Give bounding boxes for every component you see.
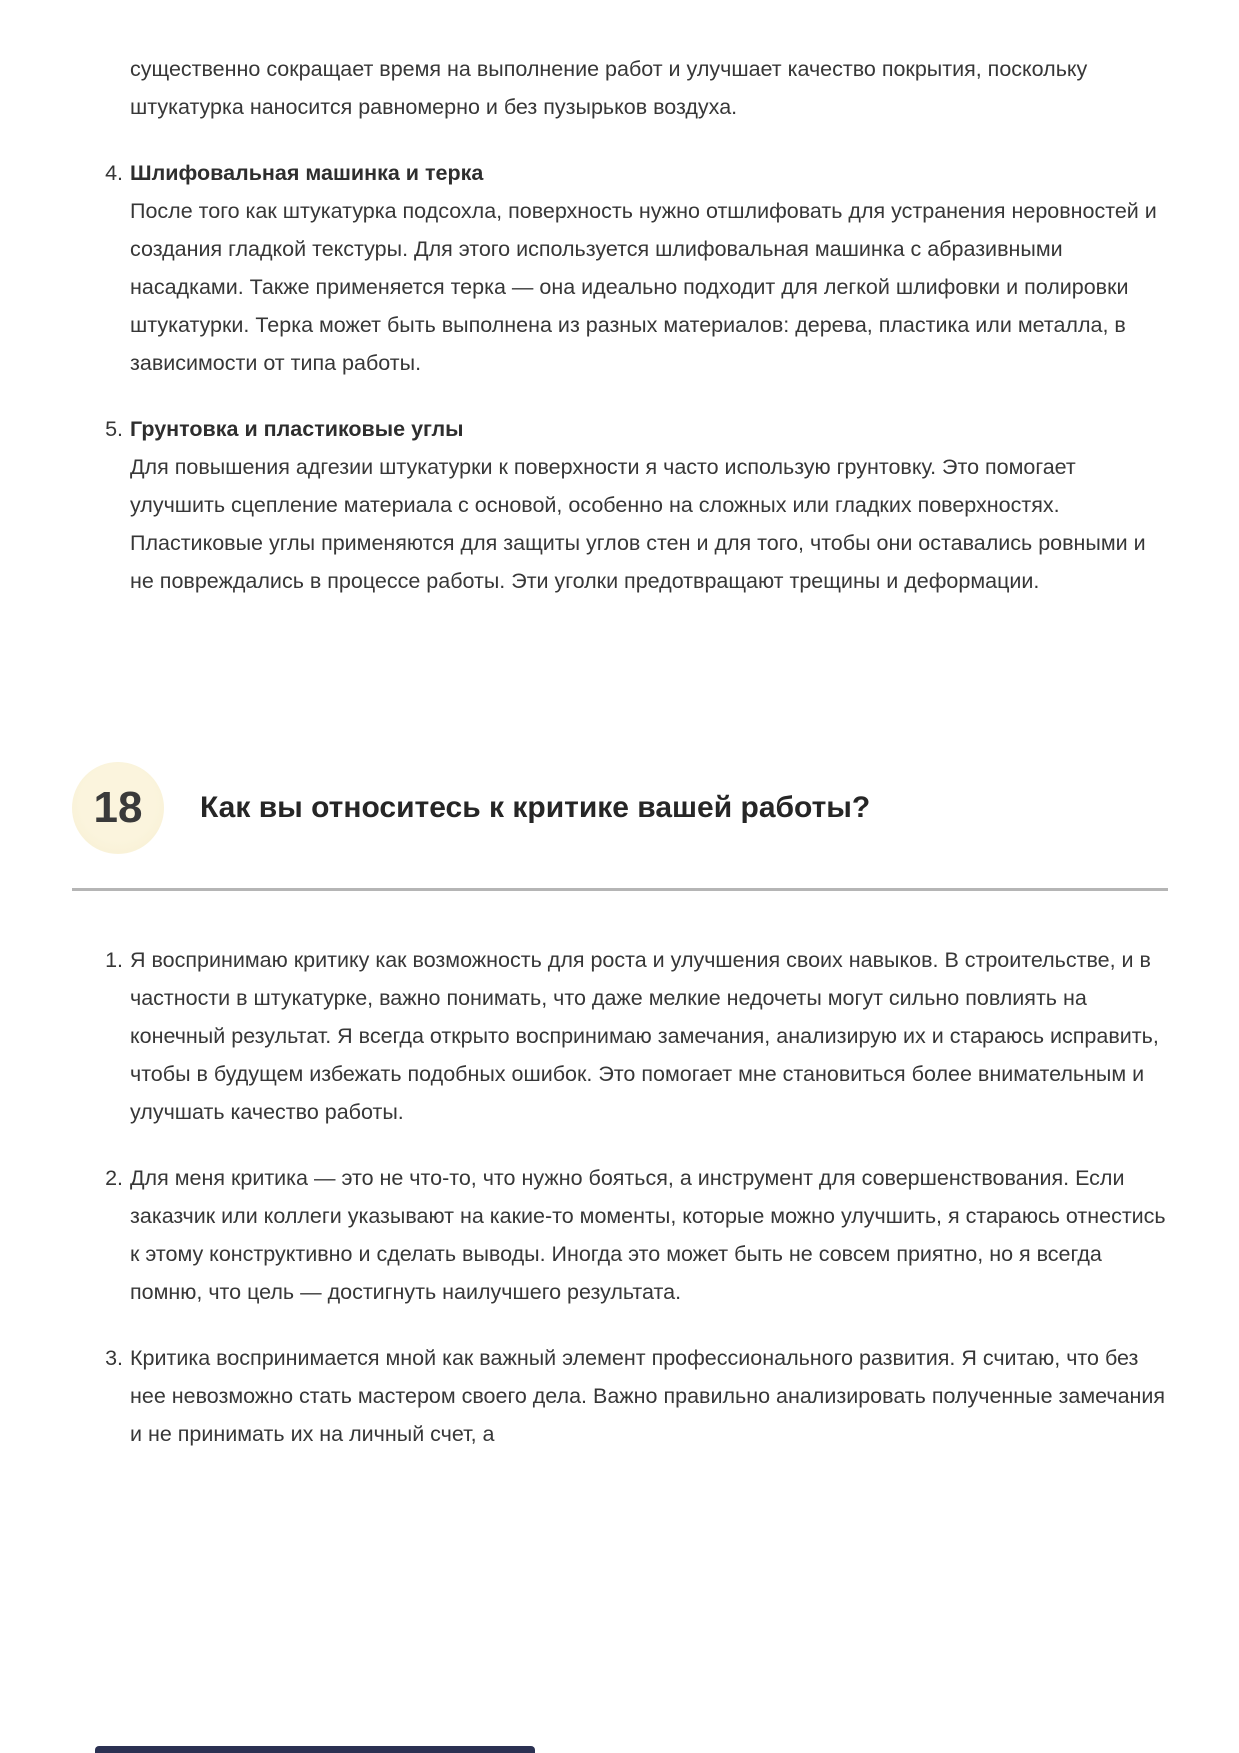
list-item-number: 1.	[105, 948, 123, 972]
question-title: Как вы относитесь к критике вашей работы?	[200, 791, 871, 825]
list-item	[105, 941, 1169, 1131]
list-item-body: После того как штукатурка подсохла, поверхность нужно отшлифовать для устранения неровностей и создания гладкой текстуры. Для этого используется шлифовальная машинка с абразивными насадками. Также применяется терка — она идеально подходит для легкой шлифовки и полировки штукатурки. Терка может быть выполнена из разных материалов: дерева, пластика или металла, в зависимости от типа работы.	[130, 199, 1157, 375]
section-divider	[72, 888, 1168, 891]
list-item-number: 3.	[105, 1346, 123, 1370]
list-item	[105, 154, 1169, 382]
list-item-number: 4.	[105, 161, 123, 185]
list-item-body: Критика воспринимается мной как важный элемент профессионального развития. Я считаю, что без нее невозможно стать мастером своего дела. Важно правильно анализировать полученные замечания и не принимать их на личный счет, а	[130, 1346, 1166, 1446]
question-section-header	[72, 762, 1169, 854]
list-item-body: Для меня критика — это не что-то, что нужно бояться, а инструмент для совершенствования. Если заказчик или коллеги указывают на какие-то моменты, которые можно улучшить, я стараюсь отнестись к этому конструктивно и сделать выводы. Иногда это может быть не совсем приятно, но я всегда помню, что цель — достигнуть наилучшего результата.	[130, 1166, 1166, 1304]
list-item	[105, 1159, 1169, 1311]
list-item	[105, 1339, 1169, 1453]
list-item-title: Шлифовальная машинка и терка	[130, 161, 484, 185]
question-number-badge	[72, 762, 164, 854]
list-item-body: Я воспринимаю критику как возможность для роста и улучшения своих навыков. В строительстве, и в частности в штукатурке, важно понимать, что даже мелкие недочеты могут сильно повлиять на конечный результат. Я всегда открыто воспринимаю замечания, анализирую их и стараюсь исправить, чтобы в будущем избежать подобных ошибок. Это помогает мне становиться более внимательным и улучшать качество работы.	[130, 948, 1159, 1124]
list-item	[105, 410, 1169, 600]
paragraph-continuation: существенно сокращает время на выполнение работ и улучшает качество покрытия, поскольку штукатурка наносится равномерно и без пузырьков воздуха.	[130, 57, 1088, 119]
question-number: 18	[93, 783, 143, 832]
list-item-number: 5.	[105, 417, 123, 441]
list-item-number: 2.	[105, 1166, 123, 1190]
list-item-title: Грунтовка и пластиковые углы	[130, 417, 464, 441]
footer-accent-bar	[95, 1746, 535, 1753]
answers-list	[0, 941, 1239, 1453]
list-item-body: Для повышения адгезии штукатурки к поверхности я часто использую грунтовку. Это помогает улучшить сцепление материала с основой, особенно на сложных или гладких поверхностях. Пластиковые углы применяются для защиты углов стен и для того, чтобы они оставались ровными и не повреждались в процессе работы. Эти уголки предотвращают трещины и деформации.	[130, 455, 1146, 593]
